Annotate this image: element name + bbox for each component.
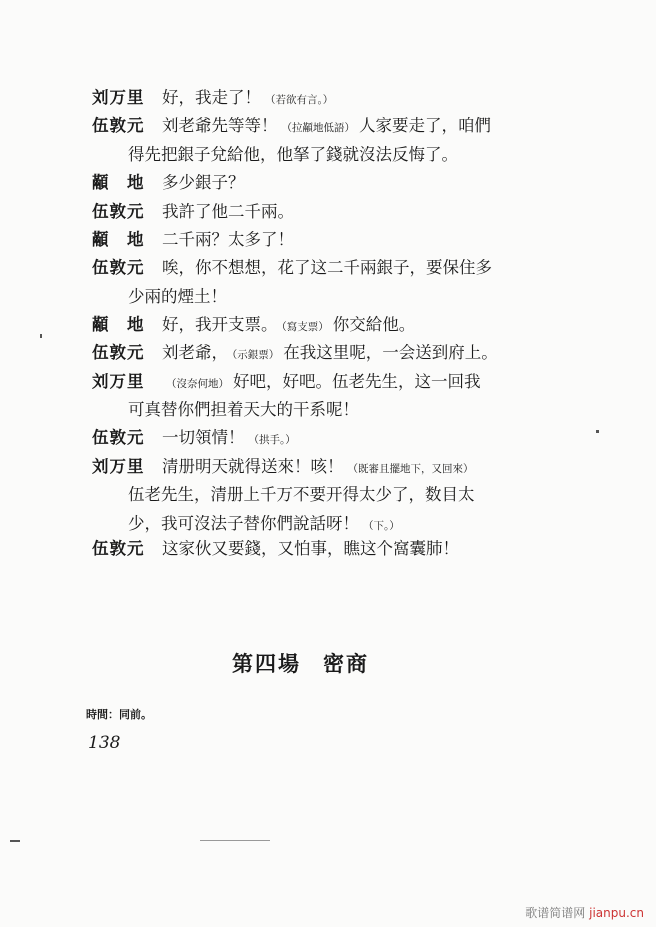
dialogue-line bbox=[128, 141, 466, 169]
dialogue-line bbox=[92, 84, 337, 112]
speaker-name: 顢 地 bbox=[92, 173, 145, 192]
dialogue-line bbox=[128, 283, 235, 311]
speaker-name: 伍敦元 bbox=[92, 428, 145, 447]
dialogue-text: 我許了他二千兩。 bbox=[162, 202, 294, 221]
dialogue-text: 好吧，好吧。伍老先生，这一回我 bbox=[233, 372, 481, 391]
dialogue-text: 二千兩？太多了！ bbox=[162, 230, 294, 249]
stage-direction: （沒奈何地） bbox=[166, 378, 229, 390]
dialogue-line bbox=[128, 510, 404, 538]
dialogue-line bbox=[92, 368, 481, 396]
dialogue-line bbox=[128, 481, 483, 509]
dialogue-line bbox=[92, 339, 498, 367]
scan-mark bbox=[200, 840, 270, 841]
dialogue-line bbox=[128, 396, 367, 424]
stage-direction: （既審且擺地下，又回來） bbox=[347, 463, 474, 475]
dialogue-text: 少兩的煙土！ bbox=[128, 287, 227, 306]
scene-name: 密商 bbox=[323, 651, 369, 676]
dialogue-text: 在我这里呢，一会送到府上。 bbox=[283, 343, 498, 362]
speaker-name: 伍敦元 bbox=[92, 343, 145, 362]
scene-number: 第四場 bbox=[232, 651, 301, 676]
dialogue-text: 得先把銀子兌給他，他拏了錢就沒法反悔了。 bbox=[128, 145, 458, 164]
speaker-name: 刘万里 bbox=[92, 88, 145, 107]
dialogue-text: 人家要走了，咱們 bbox=[359, 116, 491, 135]
watermark: 歌谱简谱网 jianpu.cn bbox=[525, 906, 644, 920]
dialogue-text: 一切領情！ bbox=[162, 428, 245, 447]
dialogue-line bbox=[92, 254, 500, 282]
dialogue-text: 刘老爺， bbox=[162, 343, 228, 362]
stage-direction: （拉顢地低語） bbox=[281, 122, 355, 134]
dialogue-line bbox=[92, 311, 415, 339]
dialogue-line bbox=[92, 112, 491, 140]
stage-time: 時間：同前。 bbox=[86, 708, 152, 721]
dialogue-text: 可真替你們担着天大的干系呢！ bbox=[128, 400, 359, 419]
dialogue-text: 多少銀子？ bbox=[162, 173, 245, 192]
speaker-name: 伍敦元 bbox=[92, 258, 145, 277]
speaker-name: 顢 地 bbox=[92, 315, 145, 334]
scan-mark bbox=[10, 840, 20, 842]
stage-direction: （下。） bbox=[363, 520, 400, 532]
dialogue-line bbox=[92, 535, 467, 563]
speaker-name: 伍敦元 bbox=[92, 116, 145, 135]
dialogue-text: 这家伙又要錢，又怕事，瞧这个窩囊肺！ bbox=[162, 539, 459, 558]
dialogue-text: 少，我可沒法子替你們說話呀！ bbox=[128, 514, 359, 533]
dialogue-line bbox=[92, 198, 302, 226]
speaker-name: 刘万里 bbox=[92, 372, 145, 391]
scan-mark bbox=[40, 334, 42, 338]
dialogue-text: 刘老爺先等等！ bbox=[162, 116, 278, 135]
dialogue-text: 唉，你不想想，花了这二千兩銀子，要保住多 bbox=[162, 258, 492, 277]
dialogue-line bbox=[92, 424, 300, 452]
stage-direction: （若欲有言。） bbox=[265, 94, 334, 106]
scene-title bbox=[232, 648, 369, 678]
dialogue-line bbox=[92, 226, 302, 254]
speaker-name: 伍敦元 bbox=[92, 202, 145, 221]
dialogue-text: 好，我开支票。 bbox=[162, 315, 278, 334]
stage-direction: （拱手。） bbox=[248, 434, 296, 446]
speaker-name: 刘万里 bbox=[92, 457, 145, 476]
stage-direction: （寫支票） bbox=[281, 321, 329, 333]
page-number: 138 bbox=[88, 733, 121, 753]
dialogue-line bbox=[92, 453, 478, 481]
stage-direction: （示銀票） bbox=[232, 349, 280, 361]
scan-mark bbox=[596, 430, 599, 433]
dialogue-text: 好，我走了！ bbox=[162, 88, 261, 107]
dialogue-text: 伍老先生，清册上千万不要开得太少了，数目太 bbox=[128, 485, 475, 504]
dialogue-text: 清册明天就得送來！咳！ bbox=[162, 457, 344, 476]
dialogue-text: 你交給他。 bbox=[332, 315, 416, 334]
speaker-name: 伍敦元 bbox=[92, 539, 145, 558]
dialogue-line bbox=[92, 169, 253, 197]
speaker-name: 顢 地 bbox=[92, 230, 145, 249]
